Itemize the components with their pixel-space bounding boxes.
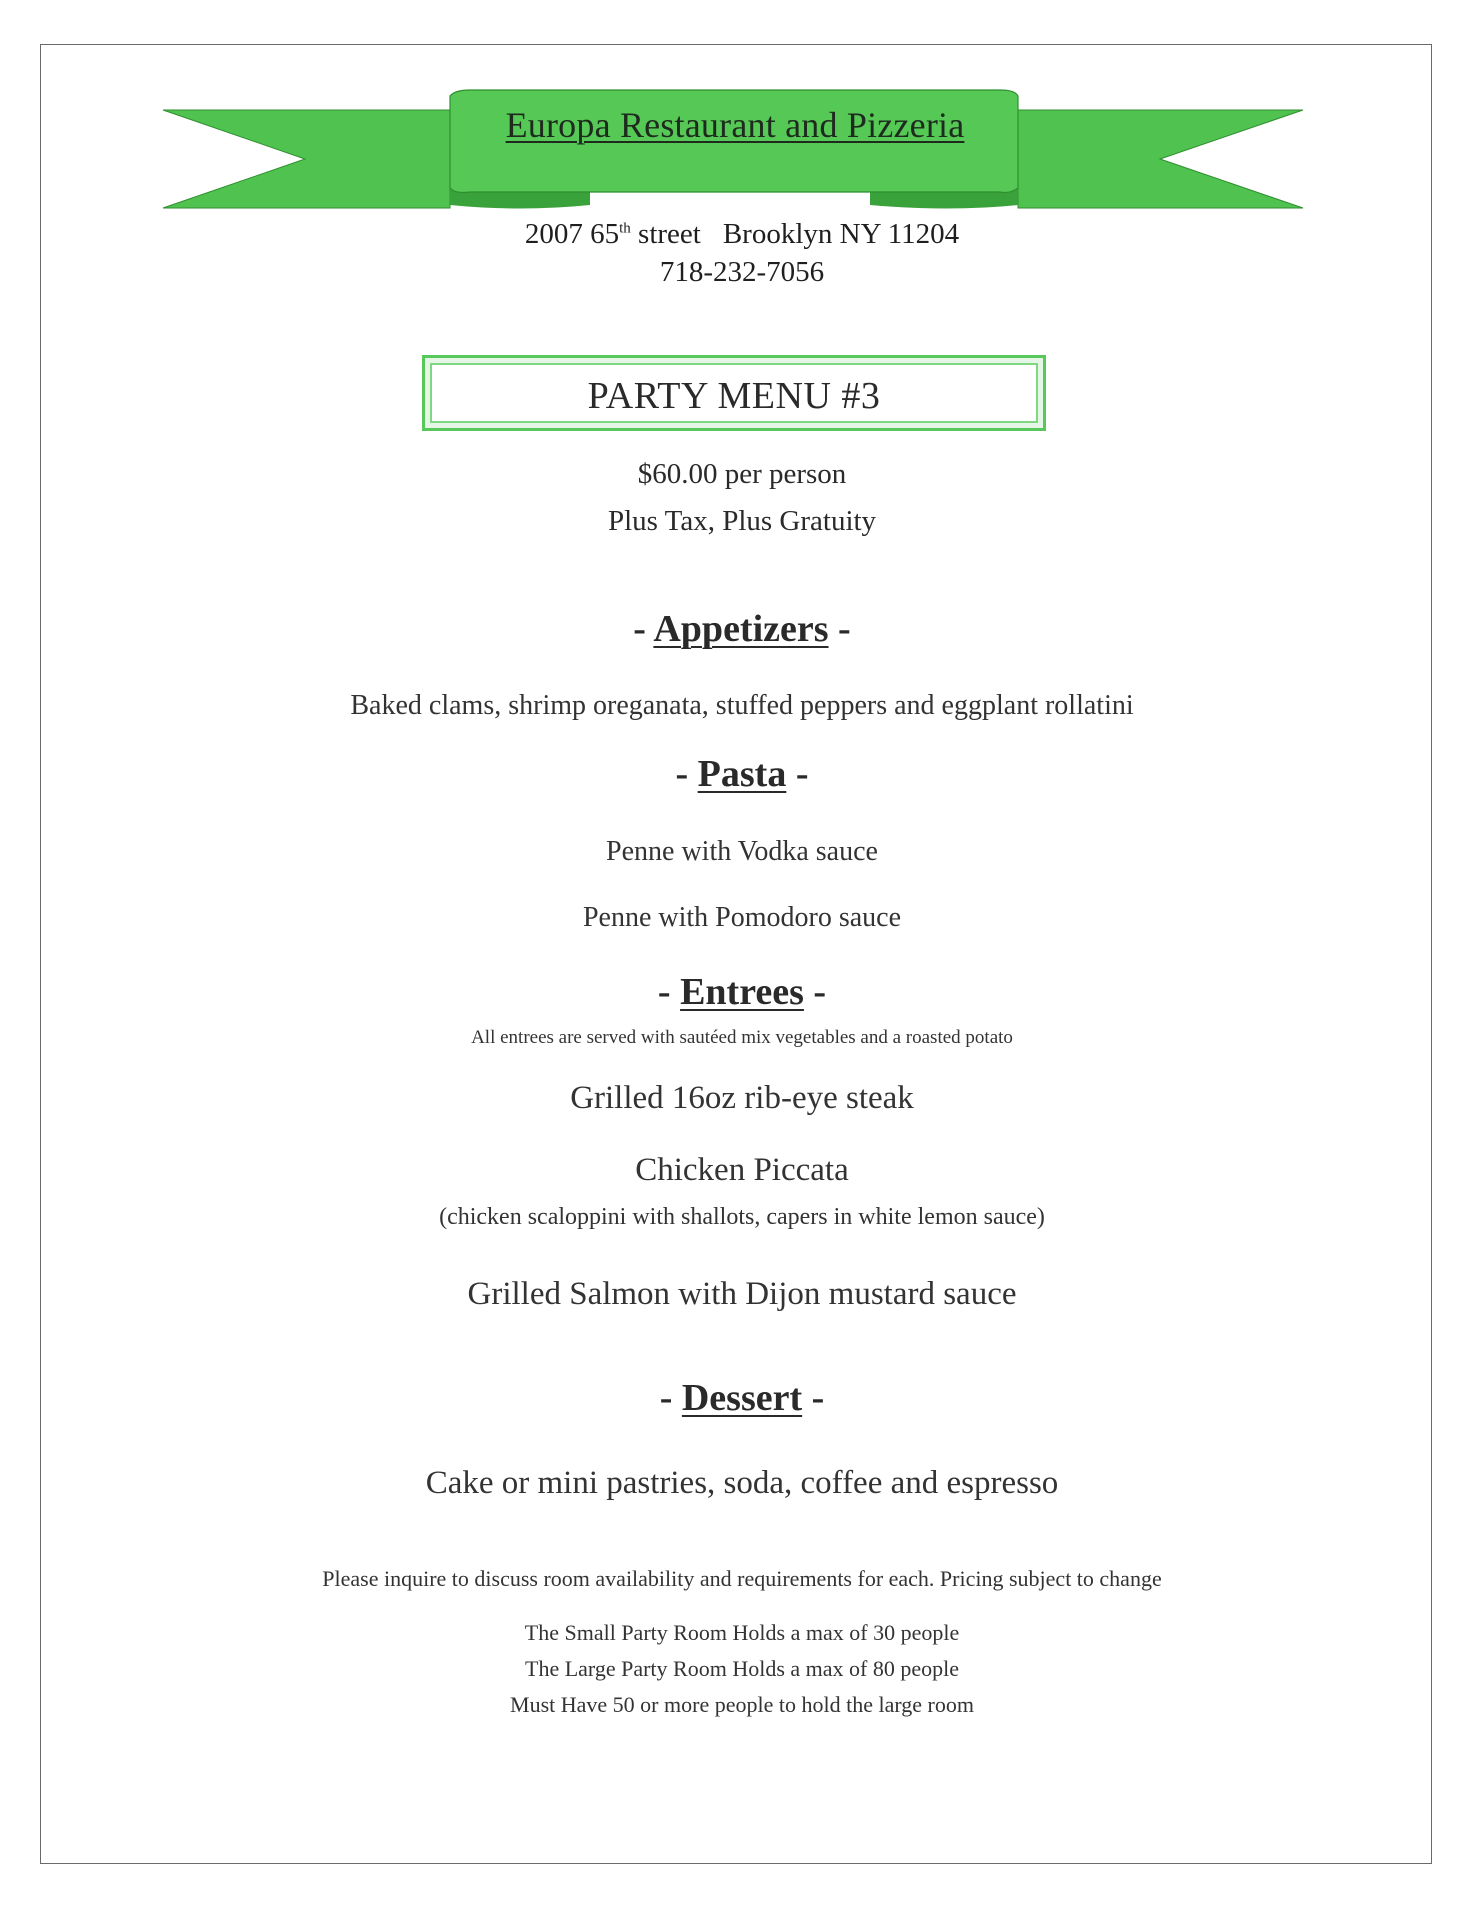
small-room-note: The Small Party Room Holds a max of 30 people [524,1620,960,1645]
dash: - [633,608,646,650]
entree-item: Chicken Piccata [635,1152,849,1188]
entree-item: Grilled 16oz rib-eye steak [570,1080,914,1116]
phone-number: 718-232-7056 [659,256,825,288]
address-city: Brooklyn NY 11204 [722,218,960,250]
price-per-person: $60.00 per person [637,458,847,490]
menu-title: PARTY MENU #3 [587,375,881,417]
dash: - [659,1377,673,1419]
heading-dessert [0,1376,1484,1420]
address-suffix: th [619,220,631,237]
large-room-note: The Large Party Room Holds a max of 80 people [525,1656,959,1681]
heading-pasta-label: Pasta [697,753,787,795]
price-note: Plus Tax, Plus Gratuity [607,505,877,537]
address [0,218,1484,251]
heading-appetizers [0,607,1484,651]
address-number: 2007 65 [524,218,620,250]
heading-dessert-label: Dessert [681,1377,803,1419]
ribbon-left-tail [163,110,450,208]
pasta-item: Penne with Vodka sauce [606,836,878,867]
large-room-minimum: Must Have 50 or more people to hold the large room [510,1692,974,1717]
dash: - [811,1377,825,1419]
dessert-item: Cake or mini pastries, soda, coffee and espresso [425,1465,1059,1501]
menu-title-box [422,355,1046,431]
inquiry-note: Please inquire to discuss room availability and requirements for each. Pricing subject to change [322,1566,1162,1591]
entrees-note: All entrees are served with sautéed mix vegetables and a roasted potato [471,1027,1013,1048]
heading-entrees-label: Entrees [680,971,804,1013]
dash: - [675,753,689,795]
appetizer-item: Baked clams, shrimp oreganata, stuffed peppers and eggplant rollatini [350,690,1134,721]
ribbon-right-tail [1018,110,1303,208]
heading-entrees [0,970,1484,1014]
entree-item: Grilled Salmon with Dijon mustard sauce [467,1276,1017,1312]
pasta-item: Penne with Pomodoro sauce [582,902,902,933]
dash: - [838,608,851,650]
dash: - [795,753,809,795]
heading-appetizers-label: Appetizers [653,608,829,650]
dash: - [813,971,827,1013]
address-street: street [638,218,701,250]
entree-description: (chicken scaloppini with shallots, capers in white lemon sauce) [439,1204,1045,1230]
restaurant-name: Europa Restaurant and Pizzeria [505,105,965,145]
dash: - [657,971,671,1013]
heading-pasta [0,752,1484,796]
